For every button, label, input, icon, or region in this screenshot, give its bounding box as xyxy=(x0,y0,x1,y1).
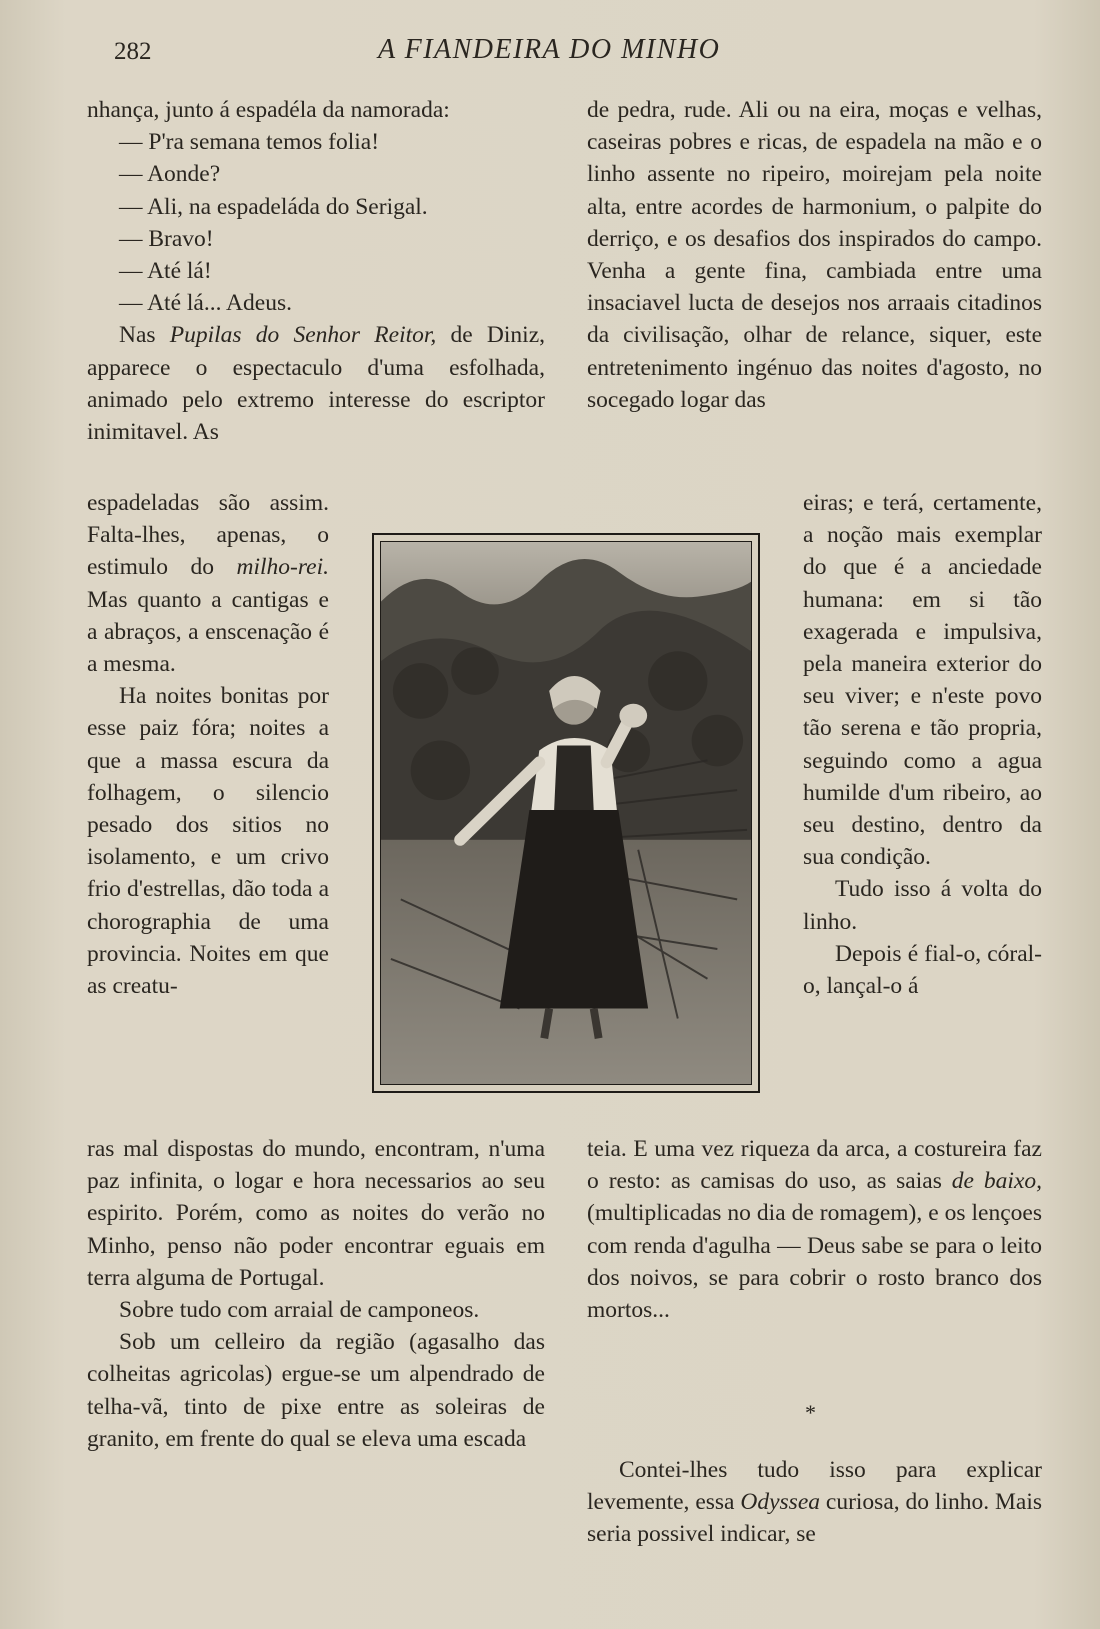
italic-phrase: de baixo, xyxy=(951,1168,1043,1195)
spinner-woman-photo xyxy=(381,542,751,1084)
page-header xyxy=(110,30,1040,80)
paragraph-teia: teia. E uma vez riqueza da arca, a costureira faz o resto: as camisas do uso, as saias de baixo, (multiplicadas no dia de romagem), e os lençoes com renda d'agulha — Deus sabe se para o leito dos noivos, se para cobrir o rosto branco dos mortos... xyxy=(587,1136,1043,1324)
paragraph-creaturas: ras mal dispostas do mundo, encontram, n'uma paz infinita, o logar e hora necessarios ao seu espirito. Porém, como as noites do verão no Minho, penso não poder encontrar eguais em terra alguma de Portugal. xyxy=(87,1136,545,1291)
paragraph-celleiro: Sob um celleiro da região (agasalho das colheitas agricolas) ergue-se um alpendrado de telha-vã, tinto de pixe entre as soleiras de granito, em frente do qual se eleva uma escada xyxy=(87,1329,545,1452)
paragraph-arraial: Sobre tudo com arraial de camponeos. xyxy=(119,1297,480,1324)
left-column-wrap xyxy=(87,487,329,1002)
running-title: A FIANDEIRA DO MINHO xyxy=(378,34,721,65)
paragraph-noites: Ha noites bonitas por esse paiz fóra; noites a que a massa escura da folhagem, o silencio pesado dos sitios no isolamento, e um crivo frio d'estrellas, dão toda a chorographia de uma provincia. Noites em que as creatu- xyxy=(87,683,329,1000)
dialogue-line: — Bravo! xyxy=(119,225,214,252)
dialogue-line: — P'ra semana temos folia! xyxy=(119,129,380,156)
left-column-top xyxy=(87,94,545,448)
right-column-bottom xyxy=(587,1133,1042,1326)
italic-phrase: milho-rei. xyxy=(236,554,329,581)
photograph xyxy=(380,541,752,1085)
dialogue-line: — Aonde? xyxy=(119,161,221,188)
paragraph-depois: Depois é fial-o, córal-o, lançal-o á xyxy=(803,940,1042,1000)
paragraph-pupilas: Nas Pupilas do Senhor Reitor, de Diniz, apparece o espectaculo d'uma esfolhada, animado pelo extremo interesse do escriptor inimitavel. As xyxy=(87,322,546,446)
dialogue-line: — Até lá! xyxy=(119,258,212,285)
right-column-top xyxy=(587,94,1042,416)
closing-paragraph xyxy=(587,1454,1042,1551)
page-number: 282 xyxy=(114,38,152,65)
paragraph: nhança, junto á espadéla da namorada: xyxy=(87,97,450,123)
dialogue-line: — Até lá... Adeus. xyxy=(119,290,292,317)
paragraph-eiras: eiras; e terá, certamente, a noção mais exemplar do que é a anciedade humana: em si tão exagerada e impulsiva, pela maneira exterior do seu viver; e n'este povo tão serena e tão propria, seguindo como a agua humilde d'um ribeiro, ao seu destino, dentro da sua condição. xyxy=(803,490,1042,871)
paragraph-espadeladas: espadeladas são assim. Falta-lhes, apenas, o estimulo do milho-rei. Mas quanto a cantigas e a abraços, a enscenação é a mesma. xyxy=(87,490,329,678)
right-column-wrap xyxy=(803,487,1042,1002)
paragraph-contei: Contei-lhes tudo isso para explicar levemente, essa Odyssea curiosa, do linho. Mais seria possivel indicar, se xyxy=(587,1457,1042,1548)
paragraph-pedra: de pedra, rude. Ali ou na eira, moças e velhas, caseiras pobres e ricas, de espadela na mão e o linho assente no ripeiro, moirejam pela noite alta, entre acordes de harmonium, o palpite do derriço, e os desafios dos inspirados do campo. Venha a gente fina, cambiada entre uma insaciavel lucta de desejos nos arraais citadinos da civilisação, olhar de relance, siquer, este entretenimento ingénuo das noites d'agosto, no socegado logar das xyxy=(587,97,1042,413)
italic-phrase: Pupilas do Senhor Reitor, xyxy=(169,322,437,349)
paragraph-volta: Tudo isso á volta do linho. xyxy=(803,876,1042,935)
photograph-frame xyxy=(372,533,760,1093)
dialogue-line: — Ali, na espadeláda do Serigal. xyxy=(119,193,428,220)
section-separator: * xyxy=(805,1400,816,1425)
italic-phrase: Odyssea xyxy=(740,1489,820,1516)
left-column-bottom xyxy=(87,1133,545,1455)
